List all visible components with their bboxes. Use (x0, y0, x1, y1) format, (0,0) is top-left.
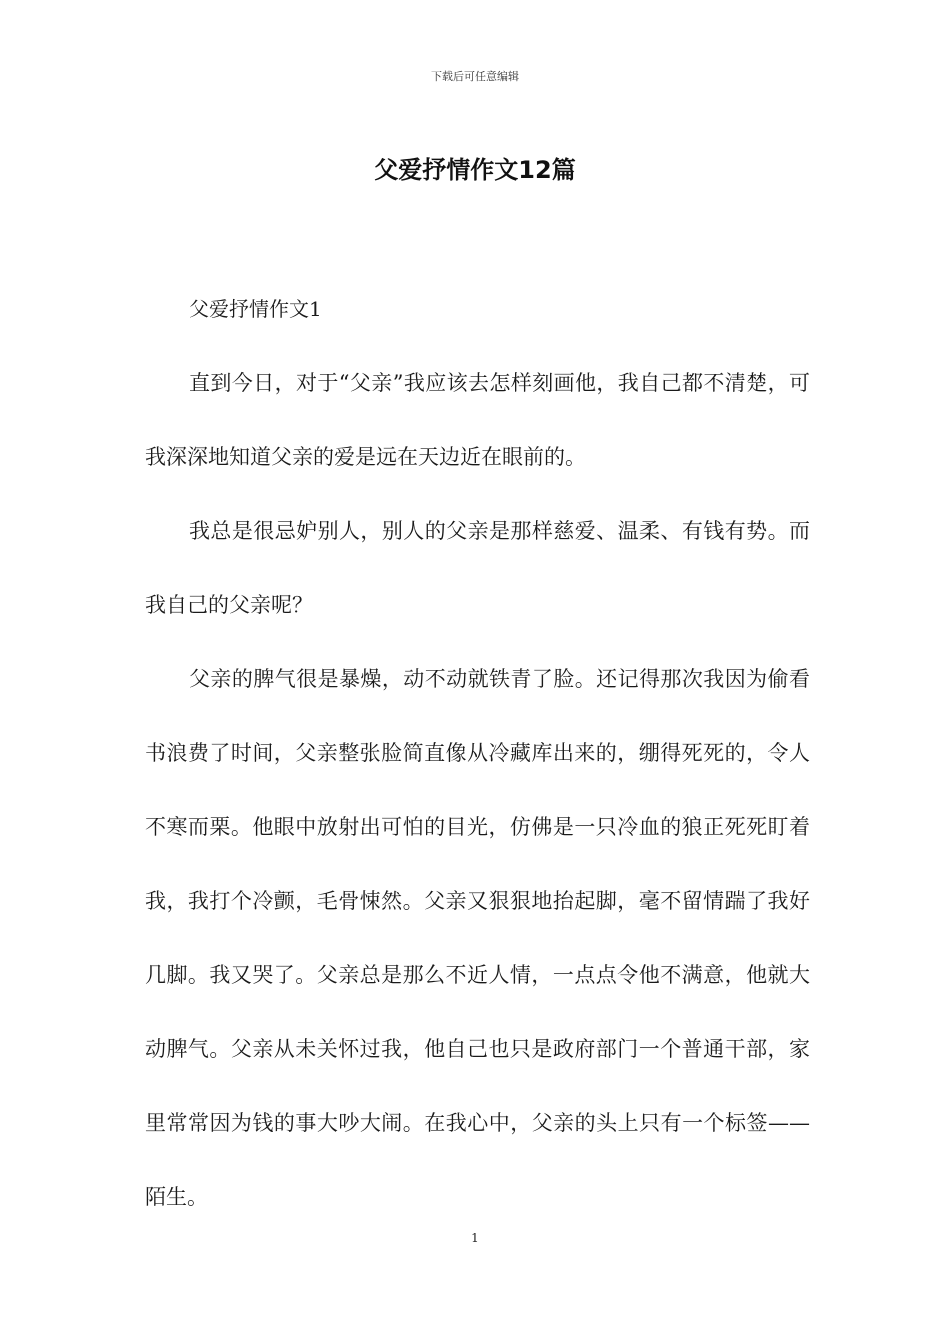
header-note: 下载后可任意编辑 (431, 70, 519, 83)
section-heading: 父爱抒情作文1 (189, 297, 322, 321)
document-title: 父爱抒情作文12篇 (374, 156, 576, 184)
paragraph-3: 父亲的脾气很是暴燥，动不动就铁青了脸。还记得那次我因为偷看书浪费了时间，父亲整张脸简直像从冷藏库出来的，绷得死死的，令人不寒而栗。他眼中放射出可怕的目光，仿佛是一只冷血的狼正死死盯着我，我打个冷颤，毛骨悚然。父亲又狠狠地抬起脚，毫不留情踹了我好几脚。我又哭了。父亲总是那么不近人情，一点点令他不满意，他就大动脾气。父亲从未关怀过我，他自己也只是政府部门一个普通干部，家里常常因为钱的事大吵大闹。在我心中，父亲的头上只有一个标签——陌生。 (145, 667, 810, 1209)
document-body (145, 272, 810, 1234)
paragraph-1: 直到今日，对于“父亲”我应该去怎样刻画他，我自己都不清楚，可我深深地知道父亲的爱是远在天边近在眼前的。 (145, 371, 810, 469)
paragraph-2: 我总是很忌妒别人，别人的父亲是那样慈爱、温柔、有钱有势。而我自己的父亲呢？ (145, 519, 810, 617)
page-number: 1 (471, 1231, 479, 1245)
